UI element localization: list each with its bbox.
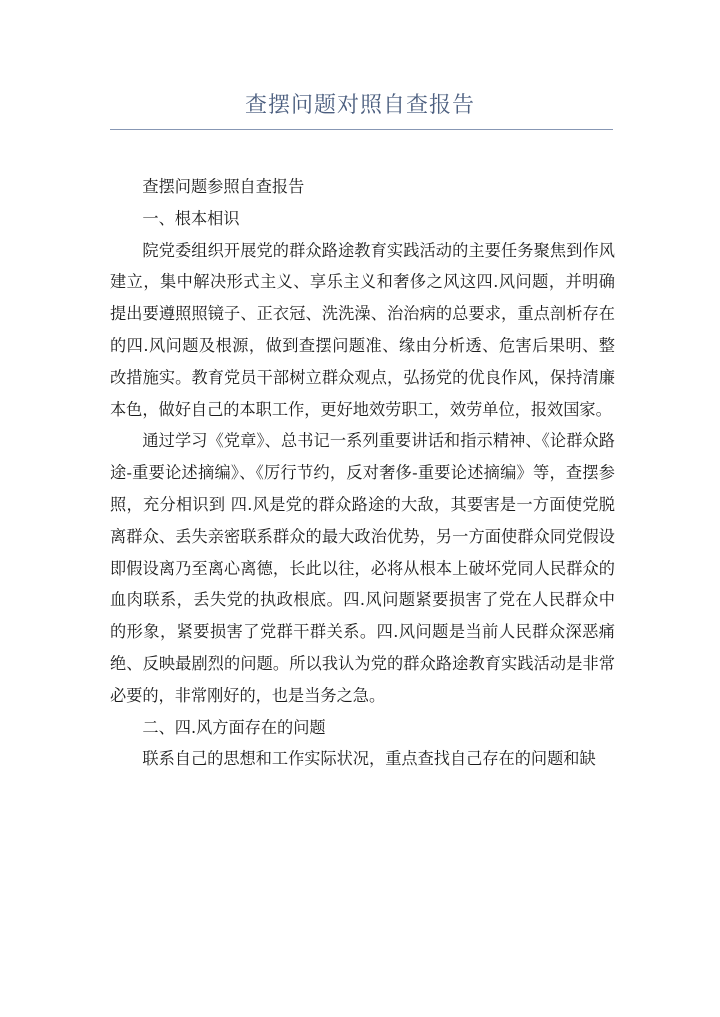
body-paragraph: 院党委组织开展党的群众路途教育实践活动的主要任务聚焦到作风建立，集中解决形式主义、享乐主义和奢侈之风这四.风问题，并明确提出要遵照照镜子、正衣冠、洗洗澡、治治病的总要求，重点剖析存在的四.风问题及根源，做到查摆问题准、缘由分析透、危害后果明、整改措施实。教育党员干部树立群众观点，弘扬党的优良作风，保持清廉本色，做好自己的本职工作，更好地效劳职工，效劳单位，报效国家。 bbox=[110, 240, 615, 419]
document-title: 查摆问题对照自查报告 bbox=[244, 93, 475, 118]
section-heading-1: 一、根本相识 bbox=[142, 208, 240, 228]
body-paragraph: 联系自己的思想和工作实际状况，重点查找自己存在的问题和缺 bbox=[142, 749, 596, 769]
section-heading-2: 二、四.风方面存在的问题 bbox=[142, 717, 326, 737]
report-subtitle: 查摆问题参照自查报告 bbox=[142, 177, 305, 196]
document-body bbox=[110, 171, 615, 775]
title-divider bbox=[110, 129, 613, 130]
body-paragraph: 通过学习《党章》、总书记一系列重要讲话和指示精神、《论群众路途-重要论述摘编》、《厉行节约，反对奢侈-重要论述摘编》等，查摆参照，充分相识到 四.风是党的群众路途的大敌，其要害是一方面使党脱离群众、丢失亲密联系群众的最大政治优势，另一方面使群众同党假设即假设离乃至离心离德，长此以往，必将从根本上破坏党同人民群众的血肉联系，丢失党的执政根底。四.风问题紧要损害了党在人民群众中的形象，紧要损害了党群干群关系。四.风问题是当前人民群众深恶痛绝、反映最剧烈的问题。所以我认为党的群众路途教育实践活动是非常必要的，非常刚好的，也是当务之急。 bbox=[110, 431, 615, 705]
